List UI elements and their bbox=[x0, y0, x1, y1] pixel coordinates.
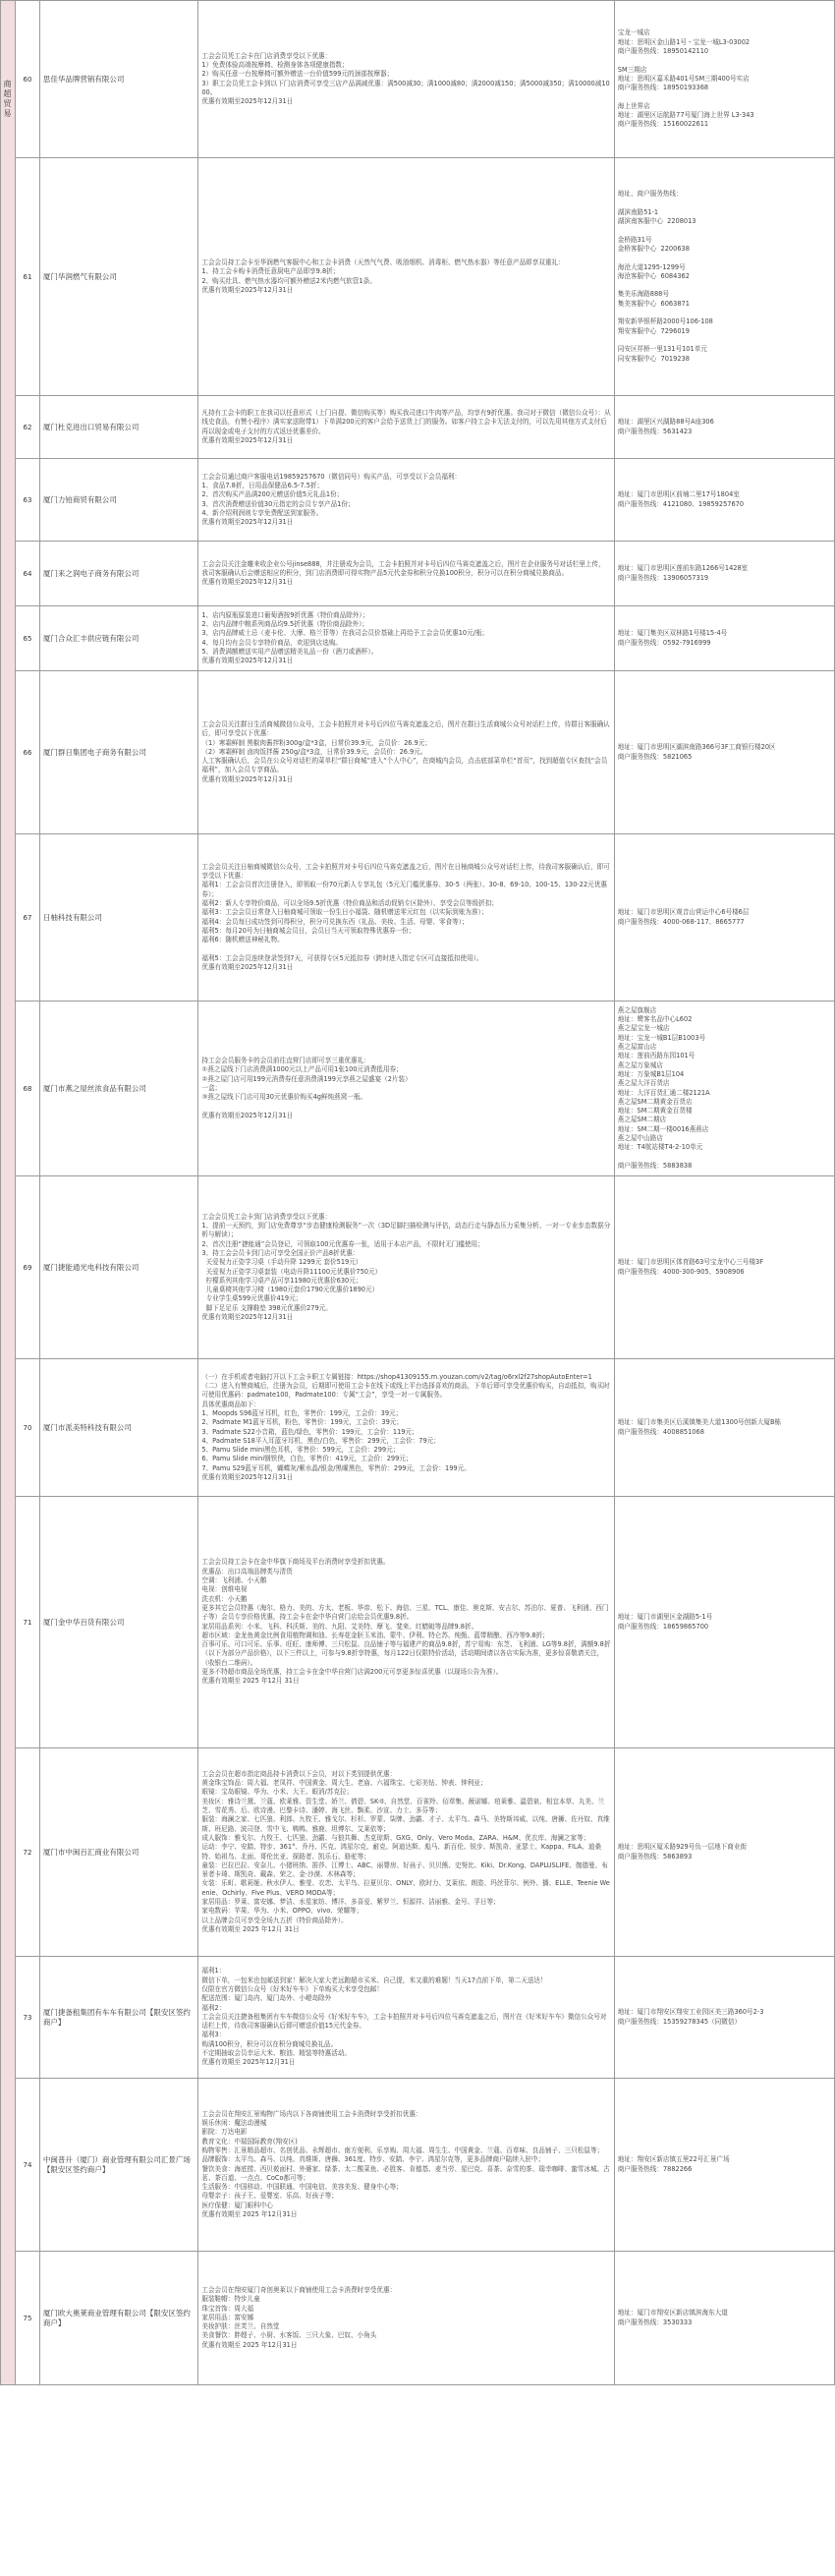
offer-line: 家居用品系列：小米、飞科、科沃斯、美的、九阳、艾美特、摩飞、斐来、红蜻蜓等品牌9.8折。 bbox=[201, 1622, 478, 1631]
offer-line: 家居用品：罗莱、富安娜、梦洁、水星家纺、博洋、多喜爱、紫罗兰、恒源祥、洁丽雅、金号、孚日等； bbox=[201, 1897, 500, 1906]
offer-line: 优惠有效期至2025年12月31日 bbox=[201, 518, 294, 527]
merchant-name: 厦门捷备租集团有车车有限公司【限安区签约商户】 bbox=[39, 1957, 197, 2079]
address-line: 地址：厦门市思明区前埔二里17号1804室 bbox=[617, 490, 740, 499]
offer-line: 优惠有效期至2025年12月31日 bbox=[201, 578, 294, 587]
row-number: 68 bbox=[15, 1002, 39, 1176]
offer-line: 福利6：随机赠送神秘礼物。 bbox=[201, 936, 284, 945]
merchant-name: 中闽普升（厦门）商业管理有限公司汇景广场【限安区签约商户】 bbox=[39, 2079, 197, 2252]
offer-details bbox=[198, 1176, 614, 1359]
merchant-name: 思佳华品牌营销有限公司 bbox=[39, 1, 197, 158]
address-contact bbox=[614, 1957, 834, 2079]
offer-line: 童装：巴拉巴拉、安奈儿、小猪班纳、笛莎、江博士、ABC、丽婴房、好孩子、贝贝熊、史努比、Kiki、Dr.Kong、DAPLUSLIFE、伽德曼、布景者卡琦、斯凯奇、戴森、荣之、金·沙漠、木林森等； bbox=[201, 1860, 608, 1879]
address-line: 海上世界店 bbox=[617, 101, 650, 110]
offer-line: 6、Pamu Slide mini钢铁侠，白色，零售价：419元，工会价：299元； bbox=[201, 1455, 413, 1463]
offer-line bbox=[201, 945, 610, 953]
offer-line: 7、Pamu S29蓝牙耳机，蝴蝶灰/紫水晶/银金/黑曜黑色，零售价：299元，工会价：199元。 bbox=[201, 1463, 471, 1472]
offer-line: 优惠有效期至2025年12月31日 bbox=[201, 657, 294, 665]
offer-line: 优惠有效期至2025年12月31日 bbox=[201, 1111, 294, 1119]
address-line: 地址：鹭客名品中心L602 bbox=[617, 1015, 693, 1024]
row-number: 63 bbox=[15, 459, 39, 542]
address-line: 地址：湖里区兴湖路88号A座306 bbox=[617, 418, 714, 427]
merchant-row bbox=[1, 1176, 835, 1359]
address-line: 燕之屋中山路店 bbox=[617, 1133, 663, 1142]
address-line: 商户服务热线：4008851068 bbox=[617, 1427, 704, 1436]
offer-line: 美食餐饮：胖嫂子、小厨、水客饭、三只大象、巴奴、小角头 bbox=[201, 2331, 377, 2340]
offer-details bbox=[198, 158, 614, 396]
row-number: 60 bbox=[15, 1, 39, 158]
offer-line: （1）寒霜鲜制 黑椒肉酱拌粉300g/盒*3盒，日常价39.9元，会员价：26.9元； bbox=[201, 738, 431, 747]
offer-line: 娱乐休闲：魔法动漫城 bbox=[201, 2119, 267, 2128]
offer-details bbox=[198, 2252, 614, 2385]
offer-line: 2、首次注册“捷能通”会员登记，可领取100元优惠券一张，适用于本店产品，不限时无门槛使用； bbox=[201, 1239, 484, 1248]
merchant-row bbox=[1, 1, 835, 158]
offer-line: 优惠有效期至 2025 年12月31日 bbox=[201, 2340, 298, 2349]
offer-details bbox=[198, 1002, 614, 1176]
offer-line: 黄金珠宝饰品：周大福、老凤祥、中国黄金、周大生、老庙、六福珠宝、七彩美钻、钟表、钟利亚； bbox=[201, 1779, 487, 1788]
offer-line: 1、Moopds S96蓝牙耳机，红色，零售价：199元，工会价：39元； bbox=[201, 1408, 403, 1417]
address-line: 地址：思明区嘉禾路401号SM三期400号实店 bbox=[617, 74, 750, 83]
offer-line: 优惠有效期至2025年12月31日 bbox=[201, 97, 294, 106]
address-contact bbox=[614, 2252, 834, 2385]
address-line: 燕之屋旗舰店 bbox=[617, 1005, 657, 1014]
offer-line: 优惠品：出口高端品牌类与清货 bbox=[201, 1567, 293, 1575]
offer-details bbox=[198, 542, 614, 606]
offer-line: 眼镜：宝岛眼镜、华为、小米、大王、眼消/苏克拉； bbox=[201, 1788, 354, 1797]
merchant-name: 厦门金中华百货有限公司 bbox=[39, 1497, 197, 1748]
offer-line: 母婴亲子：孩子王、爱婴室、乐高、好孩子等； bbox=[201, 2192, 338, 2201]
offer-line: 优惠有效期至2025年12月31日 bbox=[201, 285, 294, 294]
address-line: 商户服务热线：5821065 bbox=[617, 752, 693, 761]
offer-line: 优惠有效期至 2025 年12月 31日 bbox=[201, 1677, 300, 1686]
address-line: 金桥客服中心 2200638 bbox=[617, 244, 690, 253]
address-line: 商户服务热线：18659865700 bbox=[617, 1622, 709, 1631]
offer-line: 人工客服确认后，会员在公众号对话栏的菜单栏“群日商城”进入“个人中心”，在商城内会员，点击底部菜单栏“首页”，找到超值专区查找“会员福利”，加入会员专享商品。 bbox=[201, 757, 608, 774]
row-number: 72 bbox=[15, 1748, 39, 1957]
offer-line: 工会会员通过商户客服电话19859257670（微信同号）购买产品，可享受以下会员福利： bbox=[201, 472, 462, 481]
offer-line: 仅限在官方微信公众号《好米好车车》下单购买大米享受包邮！ bbox=[201, 1984, 383, 1993]
offer-line: 珠宝首饰：周大福 bbox=[201, 2304, 254, 2313]
address-line: 商户服务热线：18950193368 bbox=[617, 84, 709, 92]
offer-line: 2、店内品牌中粮系列商品均9.5折优惠（特价商品除外）； bbox=[201, 619, 368, 628]
row-number: 61 bbox=[15, 158, 39, 396]
merchant-name: 日柚科技有限公司 bbox=[39, 834, 197, 1002]
address-line: 地址：莲前西路东园101号 bbox=[617, 1052, 696, 1060]
offer-line: 工会会员在超市指定商品持卡消费以下会员，对以下类别提供优惠： bbox=[201, 1769, 397, 1778]
offer-line: （2）寒霜鲜制 卤肉饭拌酱 250g/盒*3盒，日常价39.9元，会员价：26.9元。 bbox=[201, 747, 427, 756]
offer-line: 工会会员关注金雕来收企业公号jinse888，并注册成为会员，工会卡拍照并对卡号后四位马赛克遮盖之后，图片在企业服务号对话栏里上传，我司客服确认后会赠送相应的积分，到门店消费即可得实物产品5元代金券和积分兑换100积分，积分可以在积分商城兑换商品。 bbox=[201, 559, 605, 577]
address-line bbox=[618, 199, 831, 207]
address-line: 商户服务热线：5863893 bbox=[617, 1852, 693, 1860]
address-line: 地址：大洋百货汇通二楼2121A bbox=[617, 1088, 710, 1097]
address-line: 海沧客服中心 6084362 bbox=[617, 271, 690, 280]
offer-line: 优惠有效期至2025年12月31日 bbox=[201, 435, 294, 444]
offer-line: 不定期抽取会员幸运大米、粮油、精装等特惠活动。 bbox=[201, 2049, 352, 2058]
offer-line: 2、购买灶具、燃气热水器均可额外赠送2米内燃气软管1条。 bbox=[201, 276, 376, 285]
address-line: 集美乐海路888号 bbox=[617, 290, 669, 299]
offer-line: 品牌服饰：太平鸟、森马、以纯、真维斯、唐狮、361度、特步、安踏、李宁、鸿星尔克等，更多品牌商户陆续入驻中； bbox=[201, 2155, 545, 2164]
address-line: 地址：厦门市翔安区翔安工业园区美三路360号2-3 bbox=[617, 2008, 764, 2017]
address-line: 地址：思明区厦禾路929号负一层地下商业街 bbox=[617, 1843, 748, 1852]
offer-line: 持工会会员服务卡的会员前往直营门店即可享三重优惠礼： bbox=[201, 1056, 370, 1064]
offer-details bbox=[198, 671, 614, 834]
offer-line: 1、提前一天预约，到门店免费尊享“步态健康检测服务”一次（3D足脚扫描检测与评估，动态行走与静态压力采集分析、一对一专业步态数据分析与解读）； bbox=[201, 1222, 611, 1239]
row-number: 62 bbox=[15, 396, 39, 459]
offer-line: 优惠有效期至 2025 年12月 31日 bbox=[201, 1924, 300, 1933]
offer-line: 福利1：工会会员首次注册登入，即领取一份70元新人专享礼包（5元无门槛优惠券、30-5（两张）、30-8、69-10、100-15、130-22元优惠券）； bbox=[201, 881, 607, 898]
offer-details bbox=[198, 1497, 614, 1748]
address-line: SM三期店 bbox=[617, 65, 647, 74]
offer-line: 运动：李宁、安踏、特步、361°、乔丹、匹克、鸿星尔克、耐克、阿迪达斯、彪马、新百伦、锐步、斯凯奇、亚瑟士、Kappa、FILA、迪桑特、始祖鸟、北面、哥伦比亚、探路者、凯乐石、骆驼等； bbox=[201, 1843, 602, 1860]
offer-details bbox=[198, 834, 614, 1002]
address-line bbox=[618, 92, 831, 101]
category-label: 商超贸易 bbox=[3, 80, 12, 119]
merchant-row bbox=[1, 1748, 835, 1957]
offer-line: 影院：万达电影 bbox=[201, 2128, 248, 2137]
offer-line: 更多不特超市商品全场优惠，持工会卡在金中华自营门店满200元可享更多惊喜优惠（以现场公告为准）。 bbox=[201, 1667, 503, 1676]
merchant-row bbox=[1, 671, 835, 834]
offer-line: 微信下单，一包米也包邮送到家！解决大家大老远跑超市买米、自己提，米又重的难题！当天17点前下单，第二天送达！ bbox=[201, 1975, 547, 1984]
offer-line: 2、Padmate M1蓝牙耳机，粉色，零售价：199元，工会价：39元； bbox=[201, 1418, 403, 1427]
address-line: 地址：万象城B1层104 bbox=[617, 1069, 685, 1078]
offer-line: 工会会员凭工会卡在门店消费享受以下优惠： bbox=[201, 51, 332, 60]
merchant-row bbox=[1, 542, 835, 606]
address-contact bbox=[614, 1748, 834, 1957]
address-line bbox=[618, 336, 831, 345]
address-contact bbox=[614, 396, 834, 459]
offer-line: 优惠有效期至2025年12月31日 bbox=[201, 1312, 294, 1321]
row-number: 70 bbox=[15, 1359, 39, 1497]
address-line: 商户服务热线：4121080、19859257670 bbox=[617, 499, 745, 508]
address-line: 金桥路31号 bbox=[617, 235, 652, 244]
address-line: 商户服务热线：7882266 bbox=[617, 2164, 693, 2173]
merchant-row bbox=[1, 396, 835, 459]
offer-line: 空调：飞利浦、小天鹅 bbox=[201, 1576, 267, 1585]
address-line: 地址：SM二期黄金百货楼 bbox=[617, 1107, 693, 1116]
offer-details bbox=[198, 1957, 614, 2079]
offer-line: 工会会员在翔安汇景购物广场内以下各商铺使用工会卡消费时享受折扣优惠： bbox=[201, 2109, 422, 2118]
address-line: 燕之屋万象城店 bbox=[617, 1060, 663, 1069]
offer-line: 服装鞋帽：特步儿童 bbox=[201, 2295, 260, 2304]
merchant-name: 厦门市派美特科技有限公司 bbox=[39, 1359, 197, 1497]
merchant-name: 厦门群日集团电子商务有限公司 bbox=[39, 671, 197, 834]
offer-line: 2、首次购买产品满200元赠送价值5元礼品1份； bbox=[201, 490, 344, 499]
merchant-row bbox=[1, 2252, 835, 2385]
offer-line: 关爱视力正姿学习桌（手动升降 1299元 套价519元） bbox=[201, 1258, 362, 1267]
address-contact bbox=[614, 1176, 834, 1359]
merchant-row bbox=[1, 1002, 835, 1176]
offer-line: 美妆区：雅诗兰黛、兰蔻、欧莱雅、资生堂、娇兰、倩碧、SK-II、自然堂、百雀羚、佰草集、薇诺娜、珀莱雅、温碧泉、相宜本草、丸美、兰芝、雪花秀、后、欧诗漫、巴黎卡诗、潘婷、海飞丝、飘柔、沙宣、力士、多芬等； bbox=[201, 1797, 605, 1815]
offer-line: 配送范围：厦门岛内、厦门岛外、小嶝岛除外 bbox=[201, 1994, 332, 2003]
offer-line: 凡持有工会卡的职工在我司以任意形式（上门自提、微信购买等）购买我司进口牛肉等产品，均享有9折优惠。我司对于微信（微信公众号）：从线史食品，有赞小程序）满实家送附带1）下单满200元的客户会给予送货上门的服务。如客户持工会卡无法支付的，可以先用其他方式支付后再以现金或电子支付的方式返还优惠差价。 bbox=[201, 408, 611, 435]
offer-line: 脚下足足乐 支撑鞋垫 398元优惠价279元。 bbox=[201, 1303, 332, 1312]
offer-line: 餐饮美食：海底捞、西贝莜面村、外婆家、绿茶、太二酸菜鱼、必胜客、肯德基、麦当劳、星巴克、喜茶、奈雪的茶、瑞幸咖啡、蜜雪冰城、古茗、茶百道、一点点、CoCo都可等； bbox=[201, 2164, 610, 2182]
category-cell bbox=[1, 1, 16, 2385]
address-contact bbox=[614, 1, 834, 158]
address-line: 宝龙一城店 bbox=[617, 29, 650, 37]
address-line: 地址：厦门市思明区观音山营运中心6号楼6层 bbox=[617, 908, 750, 917]
offer-line: 工会会员在翔安厦门奇创奥莱以下商铺使用工会卡消费时享受优惠： bbox=[201, 2285, 397, 2294]
address-line: 商户服务热线：4000-068-117、8665777 bbox=[617, 917, 745, 926]
offer-line: 福利3： bbox=[201, 2031, 226, 2039]
address-contact bbox=[614, 1359, 834, 1497]
offer-line: 家电数码：苹果、华为、小米、OPPO、vivo、荣耀等； bbox=[201, 1907, 363, 1916]
offer-line: 洗衣机：小天鹅 bbox=[201, 1594, 248, 1603]
offer-line: 4、每月均有会员专享特价商品，欢迎到店选购。 bbox=[201, 638, 343, 647]
address-contact bbox=[614, 1497, 834, 1748]
address-contact bbox=[614, 1002, 834, 1176]
merchant-name: 厦门杜克进出口贸易有限公司 bbox=[39, 396, 197, 459]
merchant-name: 厦门市燕之屋丝浓食品有限公司 bbox=[39, 1002, 197, 1176]
merchant-name: 厦门市中闽百汇商业有限公司 bbox=[39, 1748, 197, 1957]
address-line: 燕之屋大洋百货店 bbox=[617, 1079, 670, 1088]
offer-line: 服装：海澜之家、七匹狼、利郎、九牧王、雅戈尔、杉杉、罗蒙、柒牌、劲霸、才子、太平鸟、森马、美特斯邦威、以纯、唐狮、佐丹奴、真维斯、班尼路、波司登、雪中飞、鸭鸭、雅鹿、坦博尔、艾莱依等； bbox=[201, 1815, 610, 1833]
row-number: 69 bbox=[15, 1176, 39, 1359]
address-contact bbox=[614, 2079, 834, 2252]
address-line: 集美客服中心 6063871 bbox=[617, 299, 690, 308]
address-line: 商户服务热线：4000-300-905、5908906 bbox=[617, 1267, 745, 1276]
offer-line: 优惠有效期至 2025年12月31日 bbox=[201, 2058, 296, 2067]
address-line: 地址：厦门市思明区体育路63号宝龙中心三号楼3F bbox=[617, 1258, 764, 1267]
merchant-row bbox=[1, 1957, 835, 2079]
offer-line: 工会会员凭工会卡到门店消费享受以下优惠： bbox=[201, 1212, 332, 1221]
address-line: 地址：厦门市集美区后溪镇集美大道1300号创新大厦B栋 bbox=[617, 1418, 782, 1427]
offer-line: 优惠有效期至2025年12月31日 bbox=[201, 962, 294, 971]
merchant-row bbox=[1, 606, 835, 671]
merchant-name: 厦门来之润电子商务有限公司 bbox=[39, 542, 197, 606]
offer-line: 电视：创维电视 bbox=[201, 1585, 248, 1594]
offer-details bbox=[198, 606, 614, 671]
address-line bbox=[618, 56, 831, 65]
address-line: 燕之屋SM二期店 bbox=[617, 1116, 667, 1124]
offer-line: 5、消费满额赠送实用产品赠送精美礼品一份（酒刀或酒杯）。 bbox=[201, 647, 378, 656]
offer-line: 超市区域：金龙鱼黄金比例食用植物调和油、长寿花金胚玉米油、蒙牛、伊利、特仑苏、纯甄、蓝带精酿、西冷等9.8折； bbox=[201, 1631, 549, 1639]
offer-line: 3、Padmate S22小音箱，蓝色/绿色，零售价：199元，工会价：119元； bbox=[201, 1427, 418, 1436]
address-line: 商户服务热线：0592-7916999 bbox=[617, 638, 711, 647]
offer-line: 具体优惠商品如下： bbox=[201, 1400, 260, 1408]
merchant-row bbox=[1, 459, 835, 542]
merchant-name: 厦门欧大奥莱商业管理有限公司【限安区签约商户】 bbox=[39, 2252, 197, 2385]
address-line: 地址：T4航站楼T4-2-10单元 bbox=[617, 1143, 703, 1152]
address-line: 翔安客服中心 7296019 bbox=[617, 326, 690, 335]
merchant-name: 厦门华润燃气有限公司 bbox=[39, 158, 197, 396]
address-line bbox=[618, 226, 831, 235]
offer-details bbox=[198, 1748, 614, 1957]
offer-details bbox=[198, 1, 614, 158]
offer-line: 关爱视力正姿学习桌套装（电动升降11100元优惠价750元） bbox=[201, 1267, 382, 1276]
offer-line: 更多其它会员特惠（海尔、格力、美的、方太、老板、华帝、松下、海信、三星、TCL、康佳、奥克斯、安吉尔、苏泊尔、夏普、飞利浦、西门子等）会员专享价格优惠，持工会卡在金中华自营门店给会员优惠9.8折。 bbox=[201, 1603, 609, 1622]
merchant-row bbox=[1, 158, 835, 396]
address-contact bbox=[614, 834, 834, 1002]
row-number: 64 bbox=[15, 542, 39, 606]
offer-line: 福利5：每月20号为日柚商城会员日，会员日当天可领取特殊优惠券一份； bbox=[201, 926, 416, 935]
offer-line: 以上品牌会员可享受全场九五折（特价商品除外）。 bbox=[201, 1916, 348, 1924]
offer-details bbox=[198, 459, 614, 542]
address-contact bbox=[614, 542, 834, 606]
offer-line: 成人服饰：雅戈尔、九牧王、七匹狼、劲霸、与狼共舞、杰克琼斯、GXG、Only、Vero Moda、ZARA、H&M、优衣库、海澜之家等； bbox=[201, 1833, 590, 1842]
offer-line: 福利2：新人专享特价商品，可以全场9.5折优惠（特价商品和活动促销专区除外）、享受会员等级折扣； bbox=[201, 898, 498, 907]
merchant-row bbox=[1, 1497, 835, 1748]
address-line: 燕之屋SM二期黄金百货店 bbox=[617, 1097, 693, 1106]
address-line: 商户服务热线：3530333 bbox=[617, 2318, 693, 2326]
offer-line: 儿童桌椅其他学习椅（1980元套价1790元优惠价1890元） bbox=[201, 1286, 379, 1294]
address-line: 地址：翔安区新店镇五里22号汇景广场 bbox=[617, 2155, 730, 2164]
address-line: 地址：厦门市湖里区金湖路5-1号 bbox=[617, 1613, 713, 1622]
offer-line: 工会会员持工会卡在金中华旗下商场及平台消费时享受折扣优惠。 bbox=[201, 1558, 390, 1567]
offer-line: 1、食品7.8折，日用品保健品6.5-7.5折； bbox=[201, 481, 324, 489]
offer-line: 5、Pamu Slide mini黑色耳机，零售价：599元，工会价：299元； bbox=[201, 1446, 400, 1455]
offer-line: 福利5：工会会员连续登录签到7天，可获得专区5元抵扣券（跨时进入指定专区可直接抵扣使用）。 bbox=[201, 953, 483, 962]
row-number: 75 bbox=[15, 2252, 39, 2385]
offer-details bbox=[198, 396, 614, 459]
address-line: 商户服务热线：15160022611 bbox=[617, 120, 709, 129]
offer-line: （二）进入有赞商城后，注册为会员，后期即可使用工会卡在线下或线上平台选择喜欢的商品，下单后即可享受优惠价购买，自动抵扣，购买时可使用优惠码：padmate100，Padmate100：专属“工会”，享受一对一专属服务。 bbox=[201, 1382, 610, 1400]
offer-line: 1、店内原瓶原装进口葡萄酒按9折优惠（特价商品除外）； bbox=[201, 610, 369, 619]
merchant-table-body bbox=[1, 1, 835, 2385]
address-line: 商户服务热线：5883838 bbox=[617, 1161, 693, 1170]
offer-line: 女装：乐町、歌莉娅、秋水伊人、雅莹、衣恋、太平鸟、拉夏贝尔、ONLY、欧时力、艾莱依、朗姿、玛丝菲尔、例外、播、ELLE、Teenie Weenie、Ochirly、Five Plus、VERO MODA等； bbox=[201, 1879, 610, 1897]
address-line bbox=[618, 309, 831, 317]
offer-line: 专业学生桌599元优惠价419元； bbox=[201, 1294, 303, 1303]
offer-line: （一）在手机或者电脑打开以下工会卡职工专属链接：https://shop41309155.m.youzan.com/v2/tag/o6rxl2f27shopAutoEnter=1 bbox=[201, 1372, 592, 1381]
row-number: 71 bbox=[15, 1497, 39, 1748]
address-line bbox=[618, 254, 831, 262]
address-line: 地址：厦门市翔安区新店镇滨海东大道 bbox=[617, 2309, 728, 2318]
address-line: 商户服务热线：15359278345（同微信） bbox=[617, 2017, 742, 2026]
offer-line: 1、持工会卡购卡消费任意厨电产品即享9.8折； bbox=[201, 267, 340, 276]
row-number: 74 bbox=[15, 2079, 39, 2252]
offer-line: ①燕之屋线下门店消费满1000元以上产品可用1张100元消费抵用券； bbox=[201, 1065, 403, 1074]
merchant-name: 厦门捷能通光电科技有限公司 bbox=[39, 1176, 197, 1359]
offer-line: 福利1： bbox=[201, 1967, 226, 1975]
offer-details bbox=[198, 1359, 614, 1497]
offer-line: 购物零售：汇景精品超市、名创优品、永辉超市、南方便利、乐享购、周大福、周生生、中国黄金、兰蔻、百草味、良品铺子、三只松鼠等； bbox=[201, 2146, 604, 2154]
row-number: 66 bbox=[15, 671, 39, 834]
address-contact bbox=[614, 606, 834, 671]
merchant-row bbox=[1, 834, 835, 1002]
merchant-name: 厦门合众汇丰供应链有限公司 bbox=[39, 606, 197, 671]
address-line: 燕之屋宝龙一城店 bbox=[617, 1024, 670, 1033]
offer-line: 3、店内品牌威士忌（麦卡伦、大摩、格兰菲等）在我司会员价基础上再给予工会会员优惠10元/瓶； bbox=[201, 629, 489, 638]
address-line: 商户服务热线：18950142110 bbox=[617, 46, 709, 55]
offer-line: 1）免费体验高端按摩椅、检测身体各项健康指数； bbox=[201, 60, 349, 69]
offer-line: ②燕之屋门店可用199元消费券任意消费满199元享燕之屋盛宴（2片装） bbox=[201, 1074, 412, 1083]
offer-line: 福利2： bbox=[201, 2003, 226, 2012]
offer-line: 3）职工会员凭工会卡到以下门店消费可享受三店产品满减优惠：满500减30；满1000减80；满2000减150；满5000减350；满10000减1000。 bbox=[201, 79, 610, 96]
offer-line: 家居用品：富安娜 bbox=[201, 2313, 254, 2321]
address-line: 地址：厦门市思明区湖滨南路366号3F工商银行楼20区 bbox=[617, 743, 776, 752]
row-number: 73 bbox=[15, 1957, 39, 2079]
address-line: 地址：SM二期一楼0016燕燕店 bbox=[617, 1124, 709, 1133]
offer-line: 2）购买任意一台按摩椅可额外赠送一台价值599元的颈部按摩器； bbox=[201, 70, 394, 79]
address-line: 地址：宝龙一城B1层B1003号 bbox=[617, 1033, 706, 1042]
offer-line: 教育文化：中瑞国际教育(翔安区) bbox=[201, 2137, 298, 2146]
address-line: 地址：思明区金山路1号・宝龙一城L3-03002 bbox=[617, 37, 751, 46]
offer-line: 美妆护肤：丝芙兰、自然堂 bbox=[201, 2322, 280, 2331]
address-line: 同安客服中心 7019238 bbox=[617, 354, 690, 363]
offer-line: 优惠有效期至 2025 年12月31日 bbox=[201, 2209, 298, 2218]
address-contact bbox=[614, 459, 834, 542]
row-number: 67 bbox=[15, 834, 39, 1002]
address-line: 地址：厦门市思明区莲前东路1266号1428室 bbox=[617, 564, 749, 573]
offer-line: 一盒； bbox=[201, 1083, 222, 1092]
merchant-row bbox=[1, 1359, 835, 1497]
offer-line: 百事可乐、可口可乐、乐事、旺旺、康师傅、三只松鼠、良品铺子等与福建产的商品9.8折，苏宁易购：东芝、飞利浦、LG等9.8折，满额9.8折（以下为部分产品价格），以下三件以上，可参与9.8折享特惠，每月122日仅限特价活动，活动期间请以各店实际为准，更多惊喜敬请关注，（收银台二维码）。 bbox=[201, 1640, 611, 1667]
offer-line: 工会会员关注日柚商城微信公众号，工会卡拍照并对卡号后四位马赛克遮盖之后，图片在日柚商城公众号对话栏上传，待我司客服确认后，即可享受以下优惠： bbox=[201, 862, 610, 881]
offer-line: 工会会员关注群日生活商城微信公众号，工会卡拍照并对卡号后四位马赛克遮盖之后，图片在群日生活商城公众号对话栏上传，待群日客服确认后，即可享受以下优惠： bbox=[201, 719, 610, 738]
offer-line: 生活服务：中国移动、中国联通、中国电信、美容美发、健身中心等； bbox=[201, 2183, 403, 2192]
offer-line: 优惠有效期至2025年12月31日 bbox=[201, 1472, 294, 1481]
offer-line: 福利3：工会会员日常登入日柚商城可领取一份生日小福袋、随机赠送零元红包（以实际到账为准）； bbox=[201, 908, 488, 917]
offer-line: 医疗保健：厦门眼科中心 bbox=[201, 2201, 273, 2209]
offer-line: 3、持工会会员卡到门店可享受全国正价产品8折优惠： bbox=[201, 1248, 360, 1257]
merchant-row bbox=[1, 2079, 835, 2252]
offer-line: 4、新介绍利润则专享免费配送到家服务。 bbox=[201, 508, 323, 517]
address-contact bbox=[614, 158, 834, 396]
offer-line: 工会会员关注捷备租集团有车车微信公众号《好米好车车》，工会卡拍照并对卡号后四位马赛克遮盖之后，图片在《好米好车车》微信公众号对话栏上传，待我司客服确认后即可赠送价值15元代金券。 bbox=[201, 2012, 607, 2031]
offer-line: 优惠有效期至2025年12月31日 bbox=[201, 774, 294, 783]
offer-details bbox=[198, 2079, 614, 2252]
row-number: 65 bbox=[15, 606, 39, 671]
address-line: 地址：湖里区运航路77号厦门海上世界 L3-343 bbox=[617, 111, 754, 120]
address-line: 地址、商户服务热线： bbox=[617, 190, 683, 199]
address-line: 同安区祥桥一里131号101单元 bbox=[617, 345, 707, 354]
offer-line: 工会会员持工会卡至华润燃气客服中心和工会卡消费（天然气气费、吸油烟机、消毒柜、燃气热水器）等任意产品即享双重礼： bbox=[201, 258, 565, 266]
offer-line: 3、首次消费赠送价值30元指定的会员专享产品1份； bbox=[201, 499, 355, 508]
address-line: 商户服务热线：13906057319 bbox=[617, 573, 709, 582]
offer-line: ③燕之屋线下门店可用30元优惠价购买4g鲜炖燕窝一瓶。 bbox=[201, 1093, 367, 1102]
address-line bbox=[618, 1153, 831, 1162]
offer-line: 4、Padmate S18平入耳蓝牙耳机，黑色/白色，零售价：299元，工会价：79元； bbox=[201, 1436, 440, 1445]
offer-line: 购满100积分，积分可以在积分商城兑换礼品。 bbox=[201, 2039, 338, 2048]
address-line: 地址：厦门集美区双林路1号楼15-4号 bbox=[617, 629, 728, 638]
address-contact bbox=[614, 671, 834, 834]
address-line: 商户服务热线：5631423 bbox=[617, 427, 693, 435]
address-line: 燕之屋富山店 bbox=[617, 1043, 657, 1052]
address-line: 湖滨南客服中心 2208013 bbox=[617, 217, 696, 226]
address-line: 翔安新华银杯路2000号106-108 bbox=[617, 317, 713, 326]
address-line: 海沧大道1295-1299号 bbox=[617, 262, 686, 271]
offer-line: 福利4：会员每日成功签到可得积分，积分可兑换东西（礼品、美妆、生活、母婴、零食等）； bbox=[201, 917, 469, 926]
merchant-name: 厦门力铂商贸有限公司 bbox=[39, 459, 197, 542]
offer-line bbox=[201, 1102, 610, 1111]
address-line: 湖滨南路51-1 bbox=[617, 207, 659, 216]
offer-line: 柠檬系列其他学习桌产品可享11980元优惠价630元； bbox=[201, 1276, 362, 1285]
